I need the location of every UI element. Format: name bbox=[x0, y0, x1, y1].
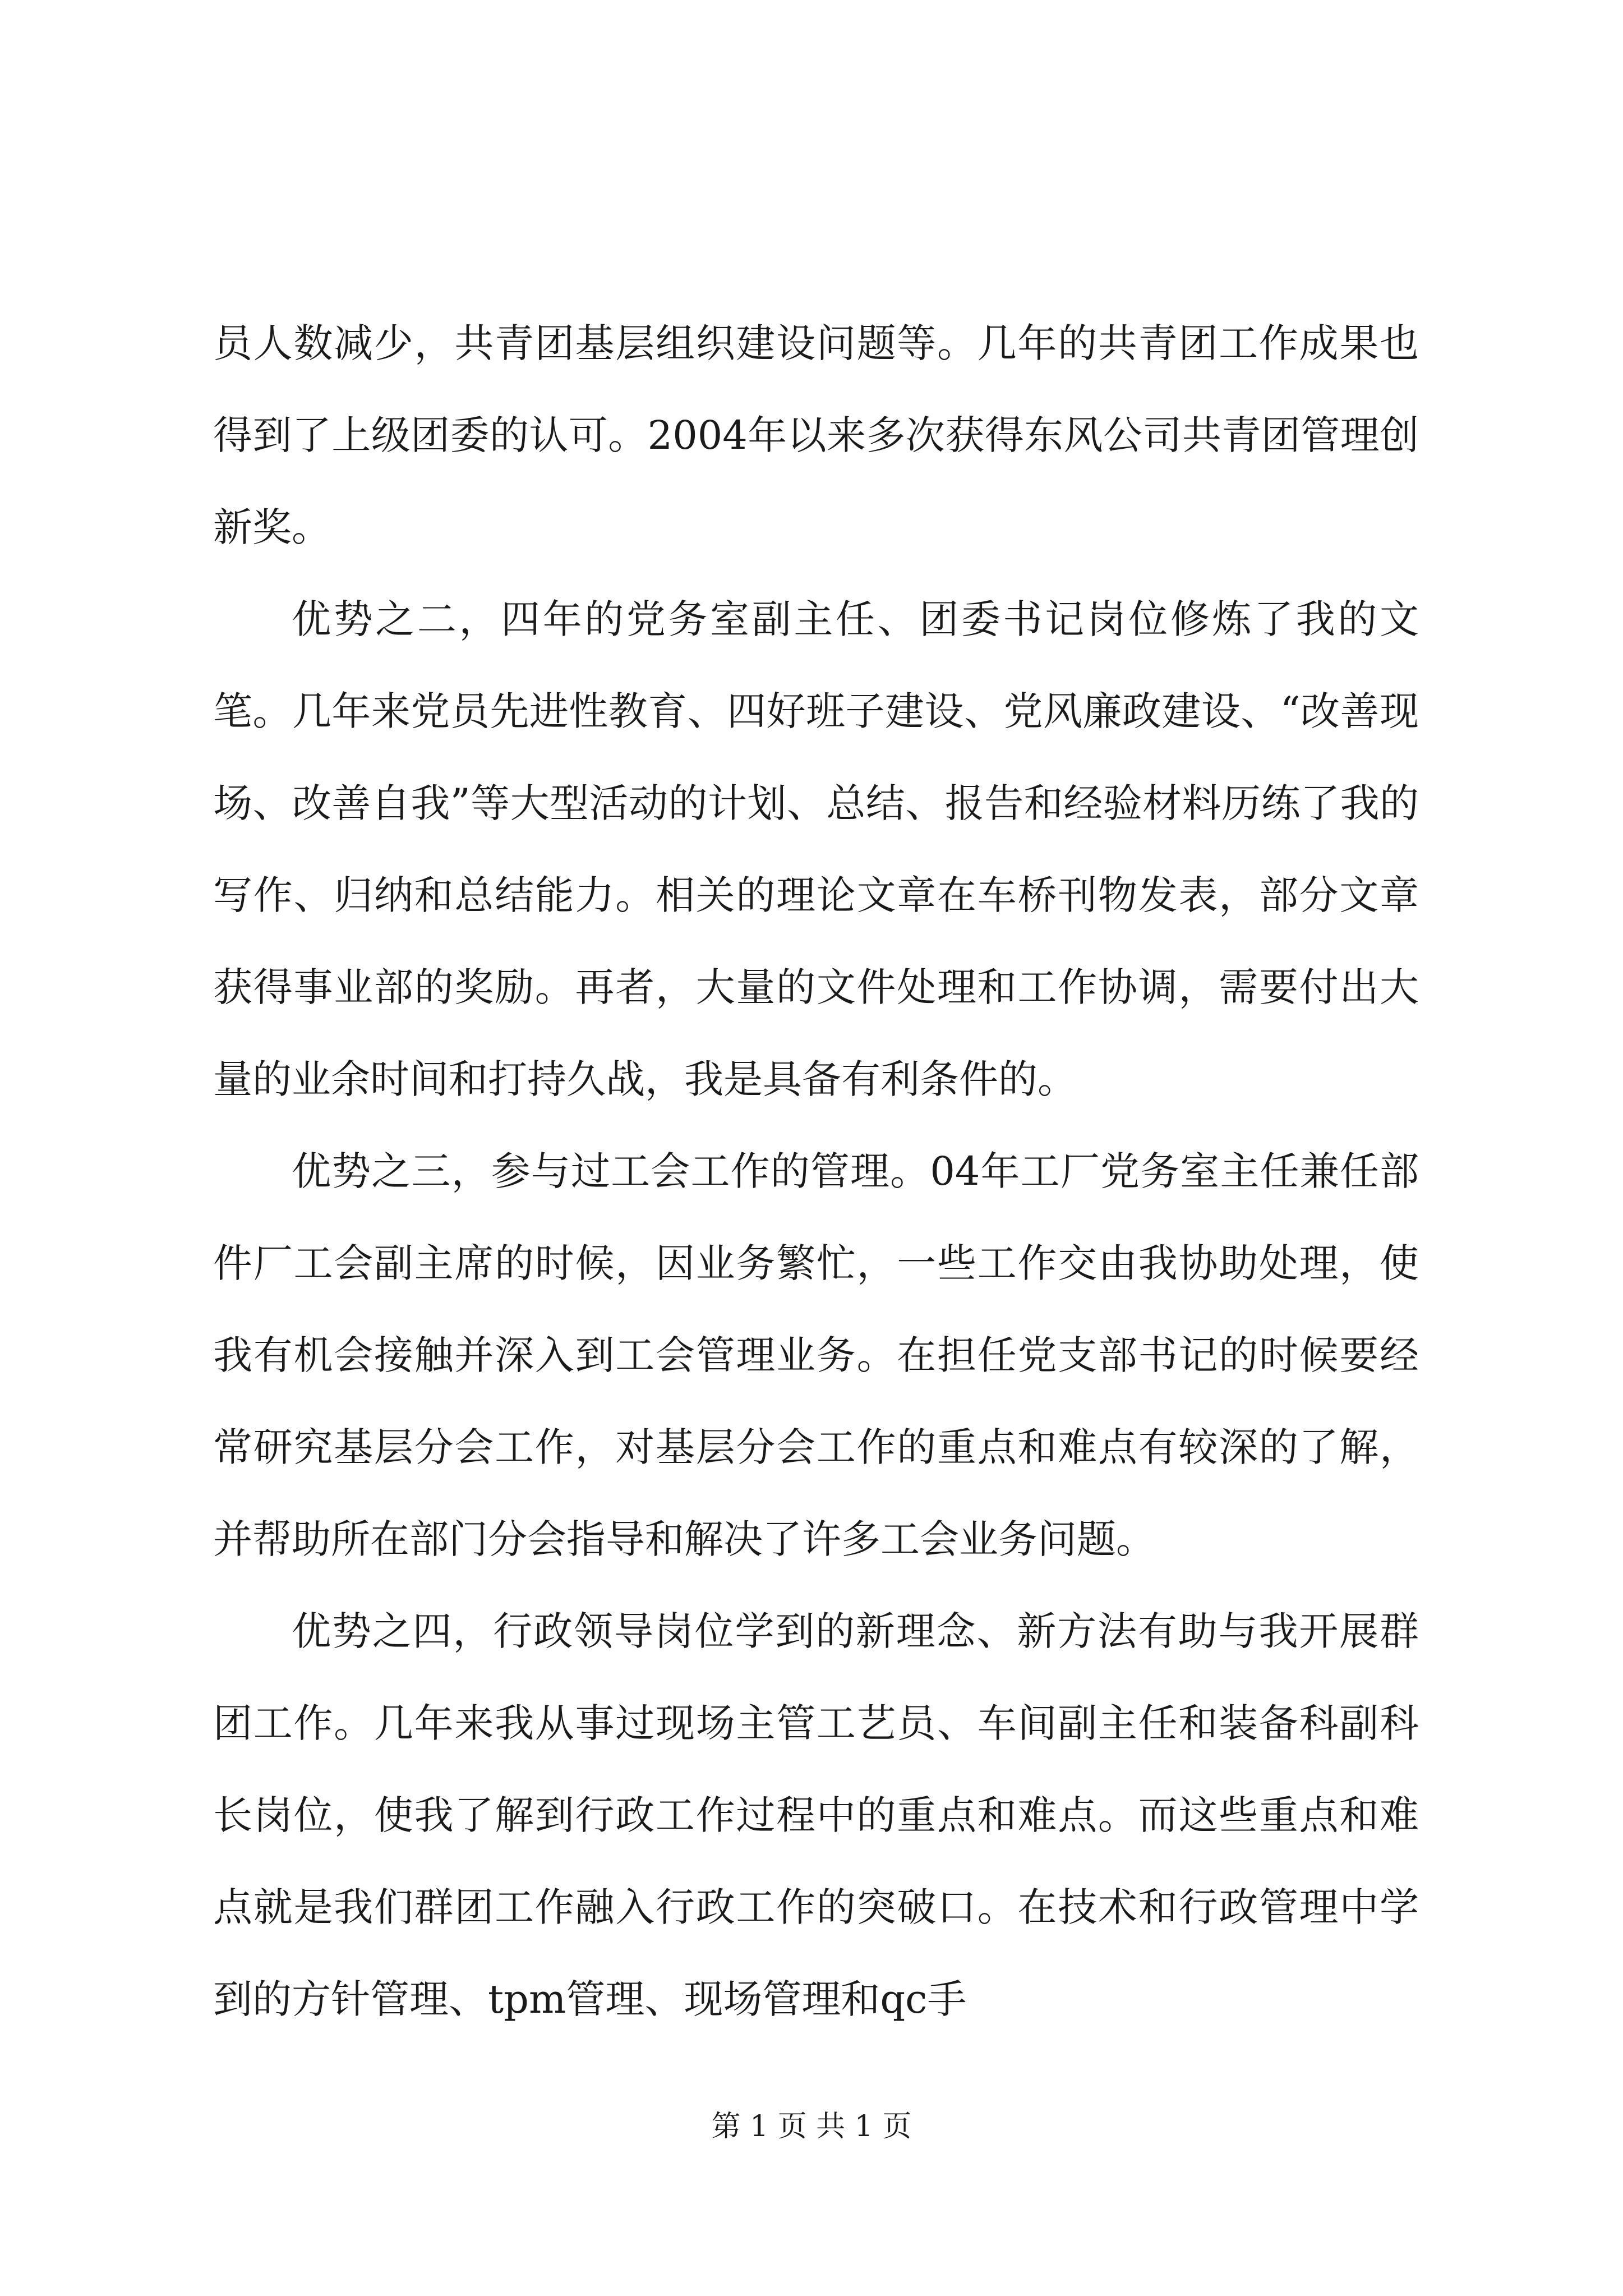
paragraph-continued: 员人数减少，共青团基层组织建设问题等。几年的共青团工作成果也得到了上级团委的认可。2004年以来多次获得东风公司共青团管理创新奖。 bbox=[213, 320, 1419, 550]
paragraph-advantage-three: 优势之三，参与过工会工作的管理。04年工厂党务室主任兼任部件厂工会副主席的时候，因业务繁忙，一些工作交由我协助处理，使我有机会接触并深入到工会管理业务。在担任党支部书记的时候要经常研究基层分会工作，对基层分会工作的重点和难点有较深的了解，并帮助所在部门分会指导和解决了许多工会业务问题。 bbox=[213, 1148, 1419, 1562]
page-footer: 第 1 页 共 1 页 bbox=[711, 2110, 912, 2143]
paragraph-advantage-four: 优势之四，行政领导岗位学到的新理念、新方法有助与我开展群团工作。几年来我从事过现场主管工艺员、车间副主任和装备科副科长岗位，使我了解到行政工作过程中的重点和难点。而这些重点和难点就是我们群团工作融入行政工作的突破口。在技术和行政管理中学到的方针管理、tpm管理、现场管理和qc手 bbox=[213, 1608, 1419, 2022]
document-body bbox=[213, 297, 1419, 2045]
paragraph-advantage-two: 优势之二，四年的党务室副主任、团委书记岗位修炼了我的文笔。几年来党员先进性教育、四好班子建设、党风廉政建设、“改善现场、改善自我”等大型活动的计划、总结、报告和经验材料历练了我的写作、归纳和总结能力。相关的理论文章在车桥刊物发表，部分文章获得事业部的奖励。再者，大量的文件处理和工作协调，需要付出大量的业余时间和打持久战，我是具备有利条件的。 bbox=[213, 596, 1419, 1102]
